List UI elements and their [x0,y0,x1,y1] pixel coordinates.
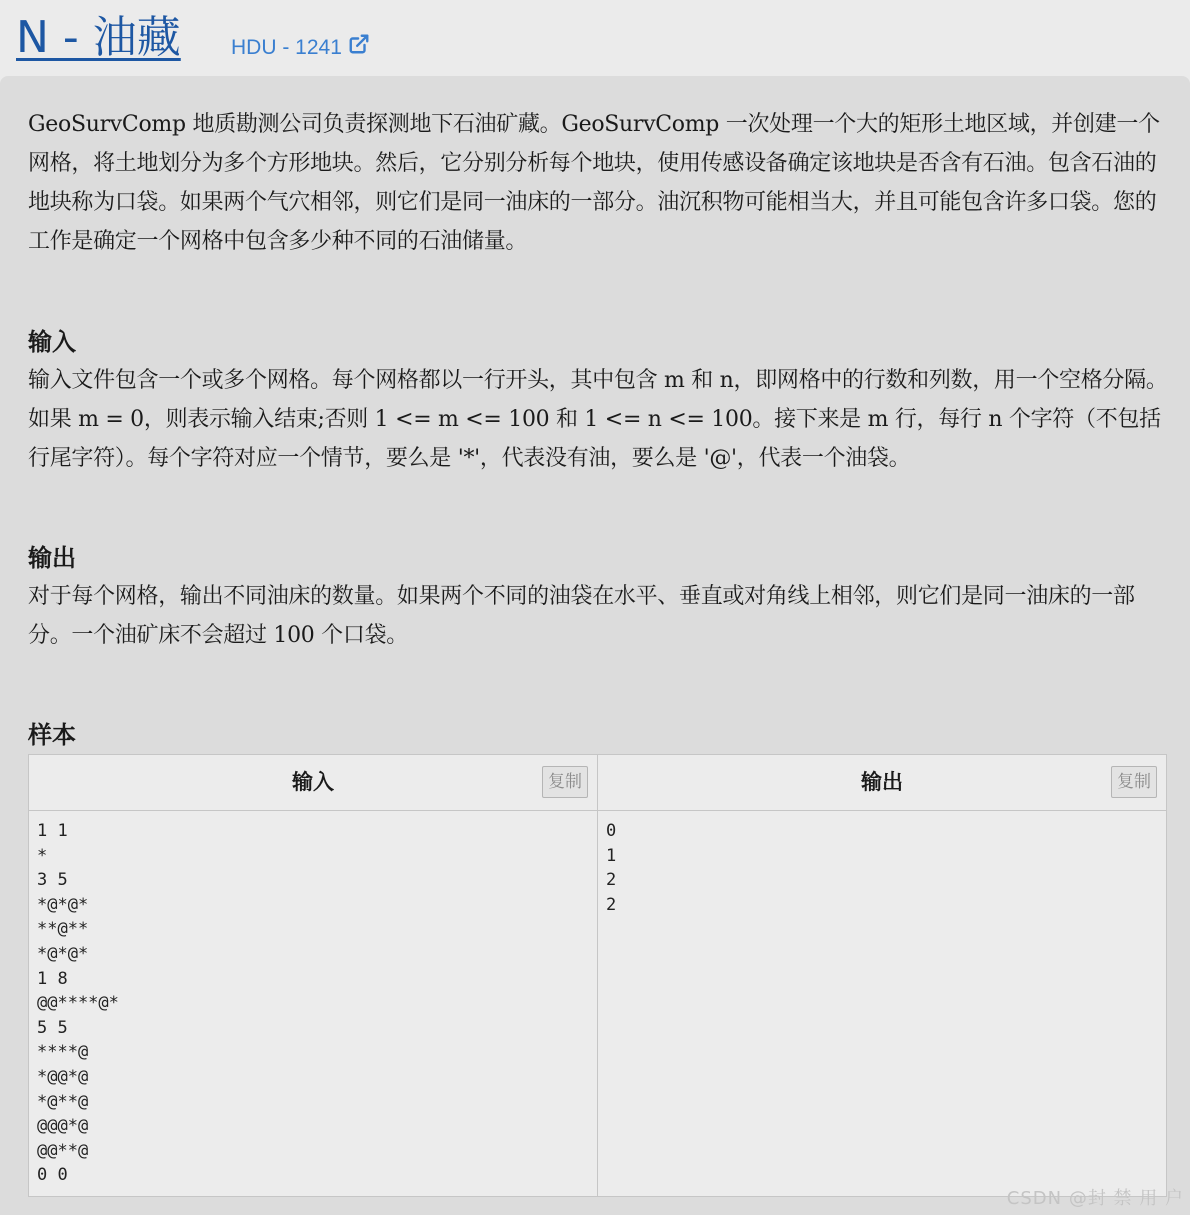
problem-title[interactable]: N - 油藏 [16,12,181,63]
sample-input-header [29,755,597,811]
external-link-icon [348,33,370,63]
sample-section-title: 样本 [28,721,76,749]
copy-input-button[interactable]: 复制 [542,766,588,798]
output-section-body: 对于每个网格，输出不同油床的数量。如果两个不同的油袋在水平、垂直或对角线上相邻，则它们是同一油床的一部分。一个油矿床不会超过 100 个口袋。 [28,584,1135,648]
sample-input-column [29,755,598,1196]
problem-source-link[interactable] [231,33,370,63]
sample-table [28,754,1167,1197]
problem-description: GeoSurvComp 地质勘测公司负责探测地下石油矿藏。GeoSurvComp 一次处理一个大的矩形土地区域，并创建一个网格，将土地划分为多个方形地块。然后，它分别分析每个地块，使用传感设备确定该地块是否含有石油。包含石油的地块称为口袋。如果两个气穴相邻，则它们是同一油床的一部分。油沉积物可能相当大，并且可能包含许多口袋。您的工作是确定一个网格中包含多少种不同的石油储量。 [28,112,1160,254]
sample-output-text: 0 1 2 2 [606,821,617,915]
input-section-body: 输入文件包含一个或多个网格。每个网格都以一行开头，其中包含 m 和 n，即网格中的行数和列数，用一个空格分隔。如果 m = 0，则表示输入结束;否则 1 <= m <= 100 和 1 <= n <= 100。接下来是 m 行，每行 n 个字符（不包括行尾字符）。每个字符对应一个情节，要么是 '*'，代表没有油，要么是 '@'，代表一个油袋。 [28,368,1168,471]
watermark: CSDN @封 禁 用 户 [1006,1188,1184,1209]
sample-input-text: 1 1 * 3 5 *@*@* **@** *@*@* 1 8 @@****@* 5 5 ****@ *@@*@ *@**@ @@@*@ @@**@ 0 0 [37,821,119,1186]
input-section-title: 输入 [28,328,76,356]
output-section-title: 输出 [28,544,76,572]
problem-source-label: HDU - 1241 [231,36,342,59]
sample-output-title: 输出 [861,770,903,794]
sample-output-column [598,755,1166,1196]
copy-output-button[interactable]: 复制 [1111,766,1157,798]
sample-input-title: 输入 [292,770,334,794]
problem-header [0,0,1190,76]
sample-output-header [598,755,1166,811]
